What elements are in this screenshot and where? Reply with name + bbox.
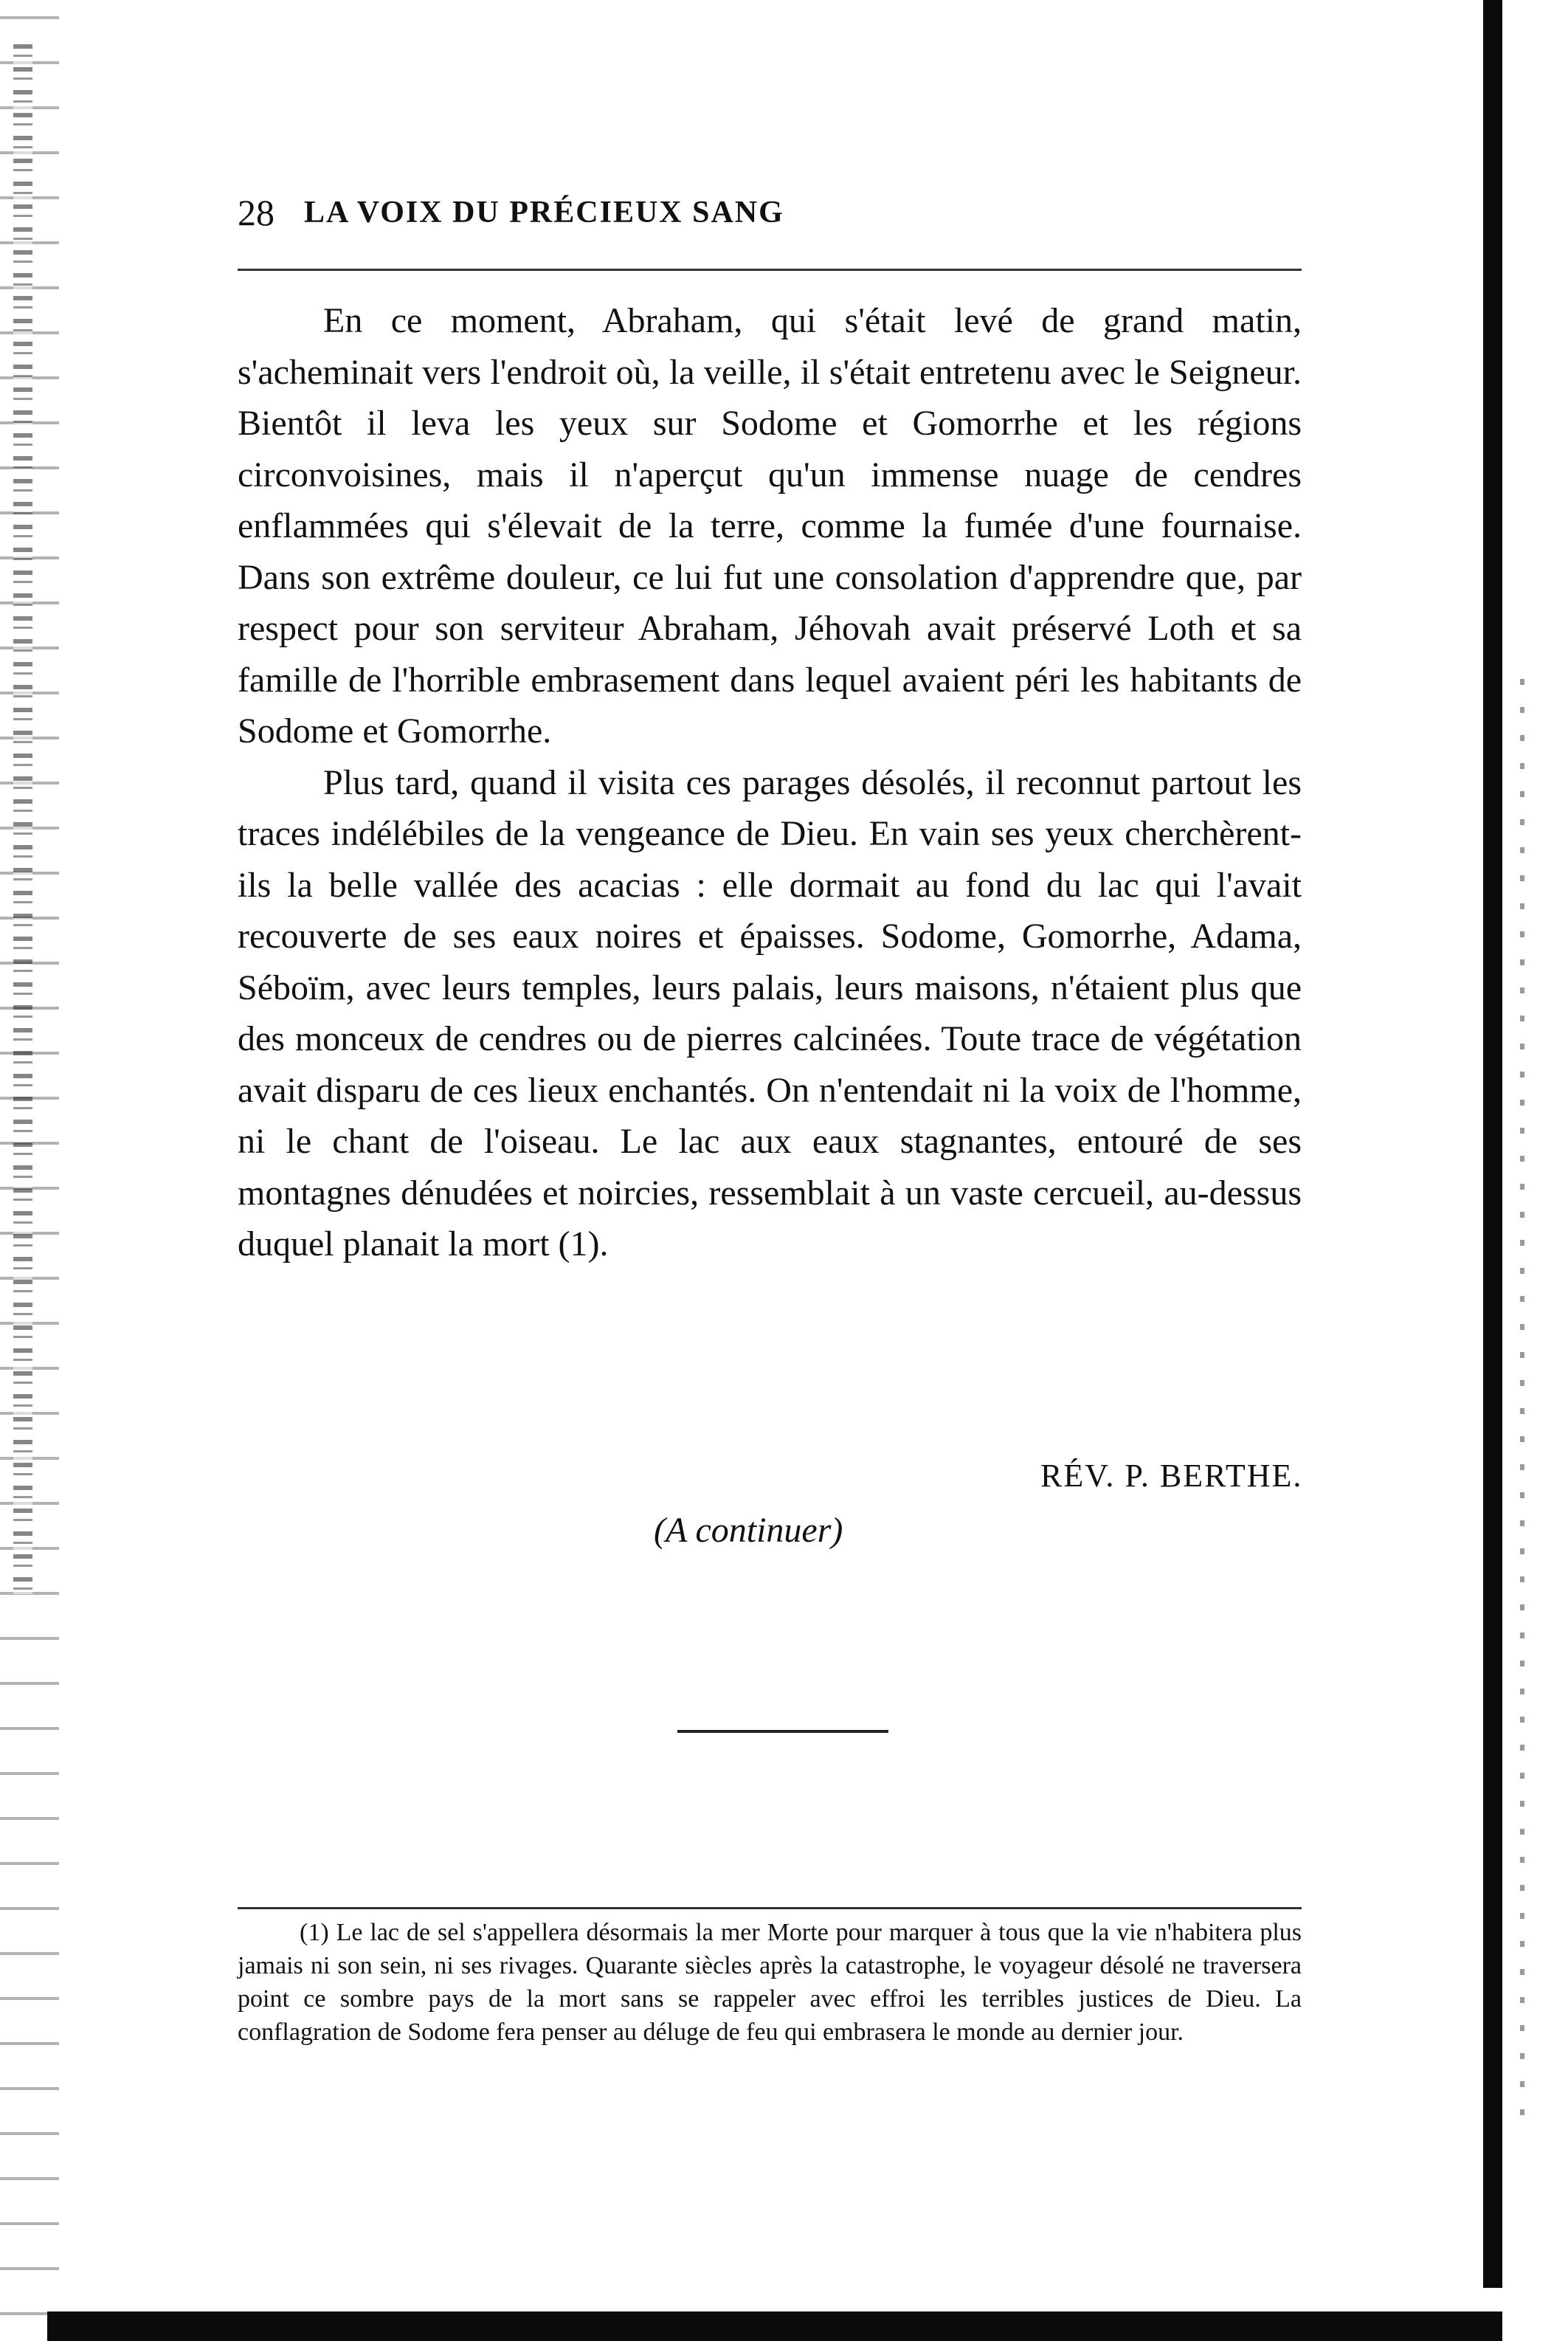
page-number: 28 xyxy=(238,192,274,233)
scan-right-border xyxy=(1483,0,1502,2288)
scan-right-dots xyxy=(1520,679,1524,2118)
scan-bottom-border xyxy=(47,2311,1502,2341)
section-separator xyxy=(677,1730,888,1733)
author-signature: RÉV. P. BERTHE. xyxy=(1040,1458,1303,1494)
header-rule xyxy=(238,269,1302,271)
footnote-text: (1) Le lac de sel s'appellera désormais la mer Morte pour marquer à tous que la vie n'habitera plus jamais ni son sein, ni ses rivages. Quarante siècles après la catastrophe, le voyageur désolé ne traversera point ce sombre pays de la mort sans se rappeler avec effroi les terribles justices de Dieu. La conflagration de Sodome fera penser au déluge de feu qui embrasera le monde au dernier jour. xyxy=(238,1919,1302,2046)
body-text xyxy=(238,295,1302,1270)
paragraph: Plus tard, quand il visita ces parages désolés, il reconnut partout les traces indélébiles de la vengeance de Dieu. En vain ses yeux cherchèrent-ils la belle vallée des acacias : elle dormait au fond du lac qui l'avait recouverte de ses eaux noires et épaisses. Sodome, Gomorrhe, Adama, Séboïm, avec leurs temples, leurs palais, leurs maisons, n'étaient plus que des monceux de cendres ou de pierres calcinées. Toute trace de végétation avait disparu de ces lieux enchantés. On n'entendait ni la voix de l'homme, ni le chant de l'oiseau. Le lac aux eaux stagnantes, entouré de ses montagnes dénudées et noircies, ressemblait à un vaste cercueil, au-dessus duquel planait la mort (1). xyxy=(238,762,1302,1263)
footnote xyxy=(238,1916,1302,2049)
page-header xyxy=(238,182,1344,241)
footnote-rule xyxy=(238,1907,1302,1909)
continue-note: (A continuer) xyxy=(654,1511,843,1550)
scan-binding-strip xyxy=(13,44,32,1594)
paragraph: En ce moment, Abraham, qui s'était levé de grand matin, s'acheminait vers l'endroit où, la veille, il s'était entretenu avec le Seigneur. Bientôt il leva les yeux sur Sodome et Gomorrhe et les régions circonvoisines, mais il n'aperçut qu'un immense nuage de cendres enflammées qui s'élevait de la terre, comme la fumée d'une fournaise. Dans son extrême douleur, ce lui fut une consolation d'apprendre que, par respect pour son serviteur Abraham, Jéhovah avait préservé Loth et sa famille de l'horrible embrasement dans lequel avaient péri les habitants de Sodome et Gomorrhe. xyxy=(238,301,1302,751)
running-title: LA VOIX DU PRÉCIEUX SANG xyxy=(304,196,784,230)
